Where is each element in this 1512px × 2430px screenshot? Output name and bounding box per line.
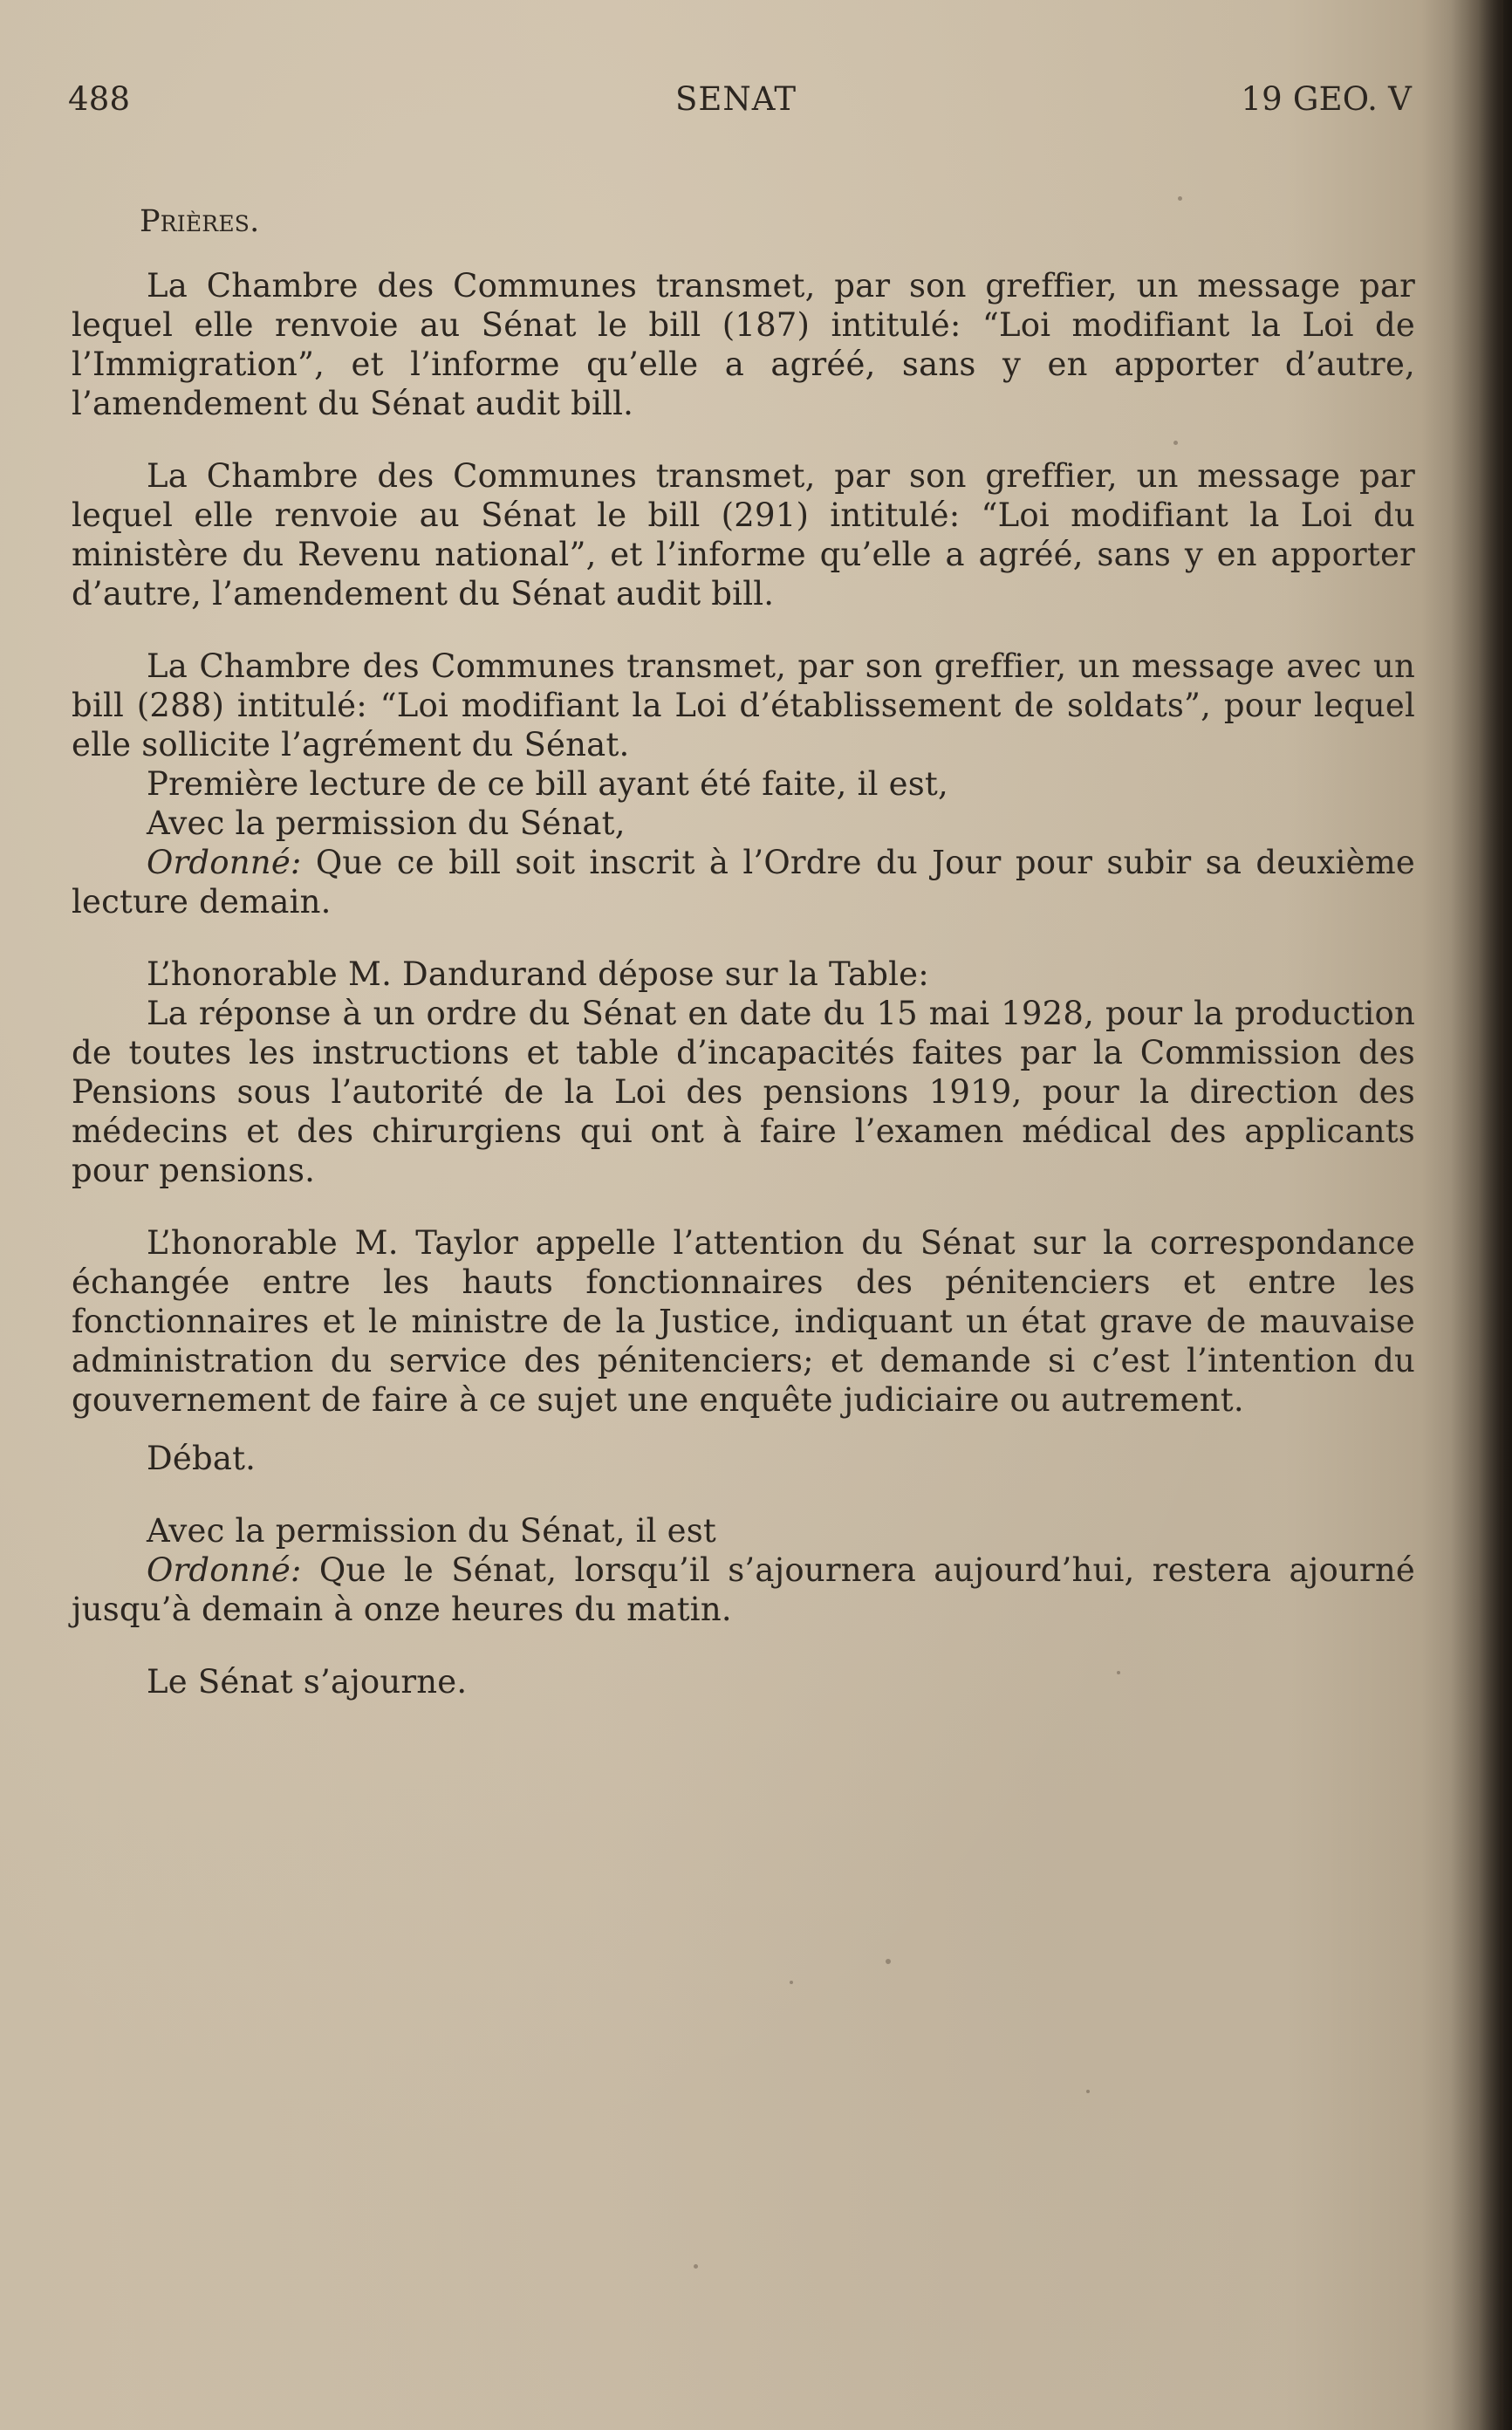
- debate-line: Débat.: [147, 1440, 257, 1477]
- dandurand-intro: L’honorable M. Dandurand dépose sur la Table:: [147, 955, 929, 993]
- paper-speck: [1086, 2090, 1090, 2093]
- adjournment-order-text: Que le Sénat, lorsqu’il s’ajournera aujourd’hui, restera ajourné jusqu’à demain à onze heures du matin.: [72, 1551, 1415, 1628]
- taylor-inquiry: L’honorable M. Taylor appelle l’attention du Sénat sur la correspondance échangée entre les hauts fonctionnaires des pénitenciers et entre les fonctionnaires et le ministre de la Justice, indiquant un état grave de mauvaise administration du service des pénitenciers; et demande si c’est l’intention du gouvernement de faire à ce sujet une enquête judiciaire ou autrement.: [72, 1224, 1415, 1419]
- paragraph-bill-187: La Chambre des Communes transmet, par son greffier, un message par lequel elle renvoie au Sénat le bill (187) intitulé: “Loi modifiant la Loi de l’Immigration”, et l’informe qu’elle a agréé, sans y en apporter d’autre, l’amendement du Sénat audit bill.: [72, 267, 1415, 422]
- header-reference: 19 GEO. V: [1241, 80, 1412, 118]
- paper-speck: [694, 2264, 698, 2269]
- section-heading: Prières.: [140, 204, 260, 239]
- paper-speck: [790, 1981, 793, 1984]
- page-number: 488: [68, 80, 131, 118]
- ordered-label: Ordonné:: [147, 1551, 302, 1589]
- paper-speck: [1117, 1671, 1120, 1674]
- paragraph-bill-291: La Chambre des Communes transmet, par son greffier, un message par lequel elle renvoie au Sénat le bill (291) intitulé: “Loi modifiant la Loi du ministère du Revenu national”, et l’informe qu’elle a agréé, sans y en apporter d’autre, l’amendement du Sénat audit bill.: [72, 457, 1415, 613]
- paper-speck: [1173, 441, 1178, 445]
- permission-line: Avec la permission du Sénat,: [147, 804, 626, 842]
- paper-speck: [1178, 196, 1182, 201]
- paper-speck: [886, 1959, 891, 1964]
- paragraph-bill-288: La Chambre des Communes transmet, par son greffier, un message avec un bill (288) intitulé: “Loi modifiant la Loi d’établissement de soldats”, pour lequel elle sollicite l’agrément du Sénat.: [72, 647, 1415, 763]
- adjournment-order: [72, 1550, 1415, 1629]
- order-paragraph-bill-288: [72, 843, 1415, 921]
- binding-edge: [1500, 0, 1503, 2430]
- first-reading-line: Première lecture de ce bill ayant été faite, il est,: [147, 765, 948, 803]
- ordered-text: Que ce bill soit inscrit à l’Ordre du Jour pour subir sa deuxième lecture demain.: [72, 844, 1415, 921]
- dandurand-return: La réponse à un ordre du Sénat en date du 15 mai 1928, pour la production de toutes les instructions et table d’incapacités faites par la Commission des Pensions sous l’autorité de la Loi des pensions 1919, pour la direction des médecins et des chirurgiens qui ont à faire l’examen médical des applicants pour pensions.: [72, 995, 1415, 1189]
- running-header: [68, 80, 1412, 124]
- page-body: [72, 202, 1415, 1701]
- header-title: SENAT: [675, 80, 797, 118]
- adjournment-permission: Avec la permission du Sénat, il est: [147, 1512, 717, 1550]
- closing-line: Le Sénat s’ajourne.: [147, 1663, 468, 1701]
- ordered-label: Ordonné:: [147, 844, 302, 881]
